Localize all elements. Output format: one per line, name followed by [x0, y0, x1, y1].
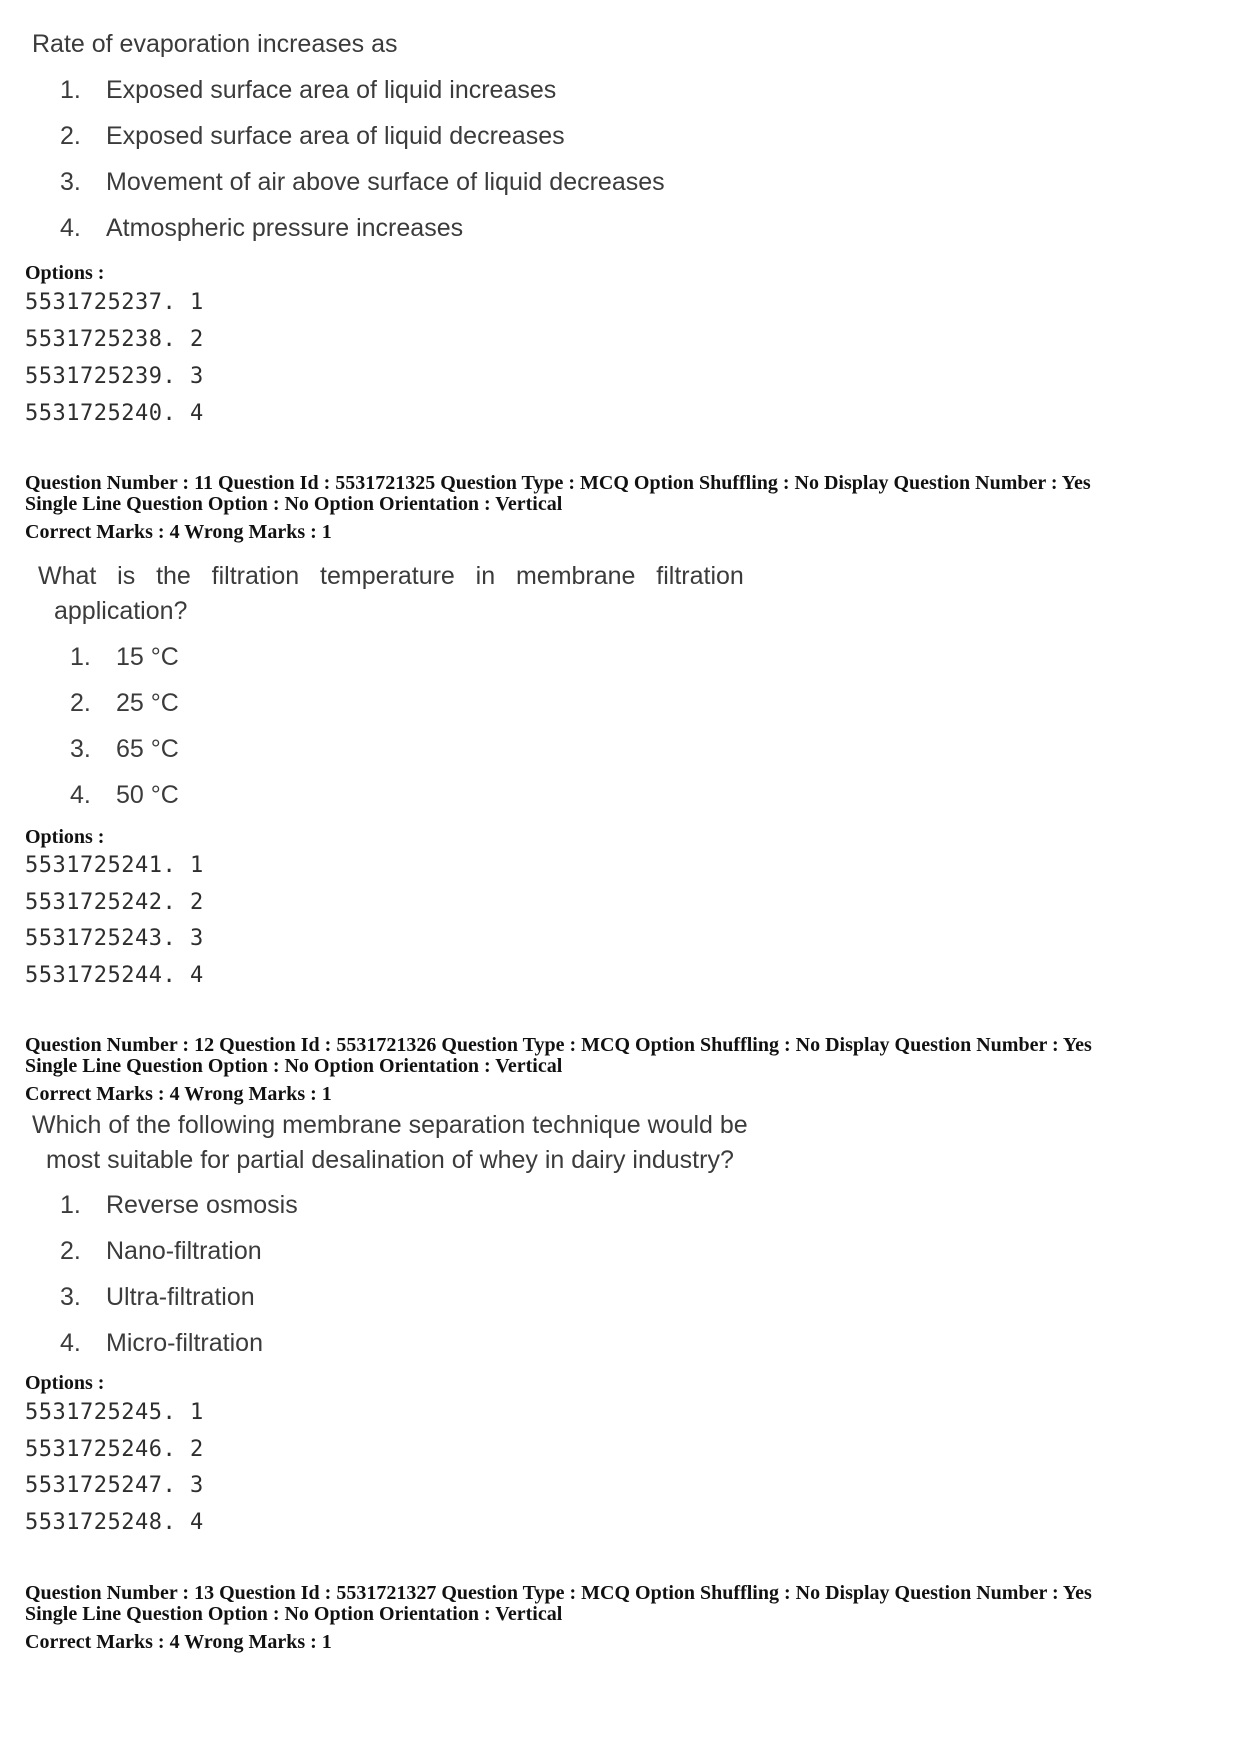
choice-item: 3. 65 °C	[70, 735, 179, 763]
choice-item: 3. Movement of air above surface of liquid decreases	[60, 168, 665, 196]
option-line: 5531725242. 2	[25, 890, 204, 915]
option-line: 5531725241. 1	[25, 853, 204, 878]
question-meta: Question Number : 13 Question Id : 5531721327 Question Type : MCQ Option Shuffling : No Display Question Number : Yes	[25, 1582, 1092, 1604]
option-line: 5531725246. 2	[25, 1437, 204, 1462]
option-line: 5531725245. 1	[25, 1400, 204, 1425]
choice-item: 2. 25 °C	[70, 689, 179, 717]
choice-item: 4. Atmospheric pressure increases	[60, 214, 464, 242]
choice-item: 4. 50 °C	[70, 781, 179, 809]
options-label: Options :	[25, 1372, 105, 1394]
option-line: 5531725237. 1	[25, 290, 204, 315]
option-line: 5531725239. 3	[25, 364, 204, 389]
options-label: Options :	[25, 826, 105, 848]
question-stem: application?	[54, 597, 188, 625]
choice-item: 3. Ultra-filtration	[60, 1283, 255, 1311]
option-line: 5531725240. 4	[25, 401, 204, 426]
option-line: 5531725244. 4	[25, 963, 204, 988]
option-line: 5531725243. 3	[25, 926, 204, 951]
question-marks: Correct Marks : 4 Wrong Marks : 1	[25, 1631, 332, 1653]
choice-item: 1. 15 °C	[70, 643, 179, 671]
question-marks: Correct Marks : 4 Wrong Marks : 1	[25, 521, 332, 543]
choice-item: 1. Reverse osmosis	[60, 1191, 298, 1219]
option-line: 5531725248. 4	[25, 1510, 204, 1535]
option-line: 5531725247. 3	[25, 1473, 204, 1498]
question-stem: What is the filtration temperature in membrane filtration	[38, 562, 744, 590]
choice-item: 2. Nano-filtration	[60, 1237, 262, 1265]
choice-item: 1. Exposed surface area of liquid increases	[60, 76, 557, 104]
question-stem: most suitable for partial desalination of whey in dairy industry?	[46, 1146, 734, 1174]
question-meta: Question Number : 12 Question Id : 5531721326 Question Type : MCQ Option Shuffling : No Display Question Number : Yes	[25, 1034, 1092, 1056]
question-meta: Single Line Question Option : No Option Orientation : Vertical	[25, 1055, 563, 1077]
question-meta: Question Number : 11 Question Id : 5531721325 Question Type : MCQ Option Shuffling : No Display Question Number : Yes	[25, 472, 1091, 494]
question-marks: Correct Marks : 4 Wrong Marks : 1	[25, 1083, 332, 1105]
options-label: Options :	[25, 262, 105, 284]
choice-item: 2. Exposed surface area of liquid decreases	[60, 122, 565, 150]
question-stem: Which of the following membrane separation technique would be	[32, 1111, 748, 1139]
choice-item: 4. Micro-filtration	[60, 1329, 263, 1357]
question-meta: Single Line Question Option : No Option Orientation : Vertical	[25, 493, 563, 515]
question-meta: Single Line Question Option : No Option Orientation : Vertical	[25, 1603, 563, 1625]
question-stem: Rate of evaporation increases as	[32, 30, 398, 58]
option-line: 5531725238. 2	[25, 327, 204, 352]
